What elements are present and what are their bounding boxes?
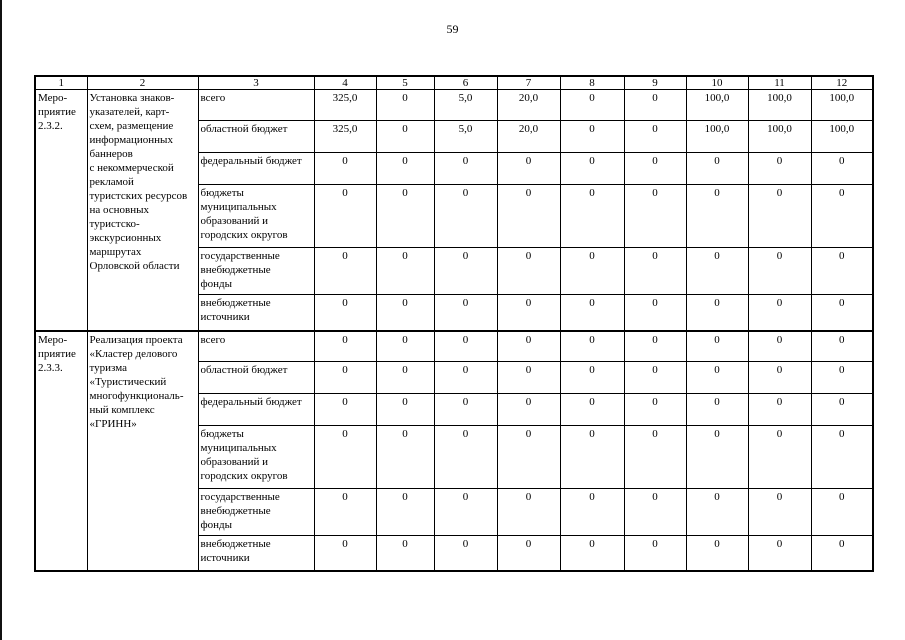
value-cell: 0 xyxy=(748,185,811,248)
measure-title-line: многофункциональ- xyxy=(89,389,184,402)
value-cell: 0 xyxy=(434,426,497,489)
value-cell: 0 xyxy=(497,185,560,248)
value-cell: 0 xyxy=(811,394,873,426)
header-cell: 10 xyxy=(686,76,748,90)
value-cell: 0 xyxy=(497,295,560,331)
value-cell: 0 xyxy=(497,153,560,185)
funding-source-line: муниципальных xyxy=(200,442,277,454)
value-cell: 0 xyxy=(686,394,748,426)
header-cell: 12 xyxy=(811,76,873,90)
measure-title-line: информационных xyxy=(89,134,173,146)
value-cell: 0 xyxy=(314,426,376,489)
value-cell: 0 xyxy=(686,153,748,185)
value-cell: 0 xyxy=(624,90,686,121)
value-cell: 0 xyxy=(811,536,873,571)
value-cell: 0 xyxy=(560,185,624,248)
value-cell: 0 xyxy=(434,394,497,426)
value-cell: 0 xyxy=(686,295,748,331)
value-cell: 0 xyxy=(376,185,434,248)
value-cell: 0 xyxy=(376,331,434,362)
value-cell: 0 xyxy=(314,295,376,331)
value-cell: 0 xyxy=(624,185,686,248)
value-cell: 0 xyxy=(624,153,686,185)
header-cell: 6 xyxy=(434,76,497,90)
value-cell: 0 xyxy=(560,248,624,295)
value-cell: 0 xyxy=(497,331,560,362)
measure-title-line: «Туристический xyxy=(89,375,167,388)
value-cell: 0 xyxy=(624,489,686,536)
funding-source-line: внебюджетные xyxy=(200,297,271,309)
header-cell: 3 xyxy=(198,76,314,90)
funding-source xyxy=(198,121,314,153)
funding-source-line: областной бюджет xyxy=(200,123,288,135)
value-cell: 0 xyxy=(560,331,624,362)
value-cell: 0 xyxy=(624,295,686,331)
value-cell: 0 xyxy=(497,489,560,536)
table-body xyxy=(35,90,873,571)
funding-source xyxy=(198,536,314,571)
value-cell: 0 xyxy=(624,536,686,571)
value-cell: 0 xyxy=(686,362,748,394)
measure-title-line: маршрутах xyxy=(89,246,142,258)
value-cell: 20,0 xyxy=(497,121,560,153)
value-cell: 0 xyxy=(497,248,560,295)
value-cell: 0 xyxy=(811,362,873,394)
funding-source xyxy=(198,90,314,121)
funding-source-line: муниципальных xyxy=(200,201,277,213)
measure-title-line: на основных xyxy=(89,204,150,216)
table-header-row xyxy=(35,76,873,90)
value-cell: 0 xyxy=(314,394,376,426)
measure-title-line: рекламой xyxy=(89,176,134,188)
measure-title-line: Реализация проекта xyxy=(89,333,183,346)
measure-title-line: баннеров xyxy=(89,148,133,160)
value-cell: 0 xyxy=(748,331,811,362)
budget-table xyxy=(34,75,874,572)
value-cell: 0 xyxy=(376,121,434,153)
funding-source xyxy=(198,489,314,536)
header-cell: 2 xyxy=(87,76,198,90)
funding-source-line: фонды xyxy=(200,278,233,290)
funding-source xyxy=(198,248,314,295)
value-cell: 100,0 xyxy=(811,90,873,121)
measure-code-line: приятие xyxy=(38,106,76,118)
funding-source-line: городских округов xyxy=(200,229,288,241)
value-cell: 0 xyxy=(748,362,811,394)
header-cell: 9 xyxy=(624,76,686,90)
value-cell: 0 xyxy=(624,121,686,153)
value-cell: 0 xyxy=(314,248,376,295)
header-cell: 7 xyxy=(497,76,560,90)
measure-code xyxy=(35,331,87,571)
measure-title-line: Установка знаков- xyxy=(89,92,175,104)
measure-title-line: «ГРИНН» xyxy=(89,417,137,430)
page-number: 59 xyxy=(446,22,459,36)
value-cell: 0 xyxy=(434,248,497,295)
value-cell: 0 xyxy=(686,331,748,362)
header-cell: 1 xyxy=(35,76,87,90)
value-cell: 100,0 xyxy=(748,121,811,153)
funding-source-line: областной бюджет xyxy=(200,364,288,376)
value-cell: 0 xyxy=(686,426,748,489)
value-cell: 0 xyxy=(686,185,748,248)
header-cell: 5 xyxy=(376,76,434,90)
measure-title-line: ный комплекс xyxy=(89,403,155,416)
value-cell: 0 xyxy=(748,153,811,185)
value-cell: 0 xyxy=(811,153,873,185)
measure-code-line: 2.3.3. xyxy=(38,361,63,374)
value-cell: 0 xyxy=(376,394,434,426)
page-left-border xyxy=(0,0,2,640)
funding-source-line: внебюджетные xyxy=(200,264,271,276)
value-cell: 0 xyxy=(560,153,624,185)
measure-title-line: с некоммерческой xyxy=(89,162,174,174)
funding-source xyxy=(198,362,314,394)
value-cell: 0 xyxy=(314,362,376,394)
measure-title-line: Орловской области xyxy=(89,260,180,272)
value-cell: 0 xyxy=(314,489,376,536)
measure-title-line: указателей, карт- xyxy=(89,106,170,118)
value-cell: 0 xyxy=(686,248,748,295)
value-cell: 0 xyxy=(686,489,748,536)
value-cell: 0 xyxy=(434,362,497,394)
measure-title-line: экскурсионных xyxy=(89,232,162,244)
funding-source-line: источники xyxy=(200,552,250,564)
funding-source-line: фонды xyxy=(200,519,233,531)
measure-title xyxy=(87,90,198,331)
value-cell: 0 xyxy=(811,185,873,248)
funding-source-line: бюджеты xyxy=(200,428,244,440)
value-cell: 0 xyxy=(560,121,624,153)
value-cell: 0 xyxy=(434,185,497,248)
value-cell: 0 xyxy=(624,394,686,426)
value-cell: 0 xyxy=(314,331,376,362)
funding-source-line: источники xyxy=(200,311,250,323)
value-cell: 0 xyxy=(811,295,873,331)
value-cell: 325,0 xyxy=(314,121,376,153)
funding-source xyxy=(198,153,314,185)
value-cell: 0 xyxy=(497,362,560,394)
value-cell: 100,0 xyxy=(686,90,748,121)
measure-code xyxy=(35,90,87,331)
value-cell: 0 xyxy=(748,394,811,426)
funding-source-line: федеральный бюджет xyxy=(200,396,302,408)
value-cell: 100,0 xyxy=(811,121,873,153)
value-cell: 0 xyxy=(811,331,873,362)
funding-source-line: государственные xyxy=(200,250,280,262)
value-cell: 0 xyxy=(376,248,434,295)
funding-source-line: федеральный бюджет xyxy=(200,155,302,167)
value-cell: 0 xyxy=(560,426,624,489)
measure-title xyxy=(87,331,198,571)
value-cell: 0 xyxy=(434,489,497,536)
value-cell: 0 xyxy=(748,536,811,571)
value-cell: 0 xyxy=(624,362,686,394)
funding-source xyxy=(198,295,314,331)
value-cell: 5,0 xyxy=(434,90,497,121)
value-cell: 0 xyxy=(748,426,811,489)
value-cell: 0 xyxy=(376,536,434,571)
value-cell: 0 xyxy=(434,536,497,571)
funding-source-line: городских округов xyxy=(200,470,288,482)
measure-title-line: схем, размещение xyxy=(89,120,174,132)
value-cell: 0 xyxy=(376,426,434,489)
value-cell: 325,0 xyxy=(314,90,376,121)
value-cell: 0 xyxy=(314,153,376,185)
value-cell: 0 xyxy=(314,536,376,571)
value-cell: 0 xyxy=(376,362,434,394)
value-cell: 0 xyxy=(811,426,873,489)
measure-code-line: Меро- xyxy=(38,333,68,346)
value-cell: 0 xyxy=(376,295,434,331)
value-cell: 0 xyxy=(560,295,624,331)
value-cell: 0 xyxy=(376,90,434,121)
measure-code-line: Меро- xyxy=(38,92,68,104)
funding-source xyxy=(198,185,314,248)
funding-source-line: государственные xyxy=(200,491,280,503)
value-cell: 100,0 xyxy=(686,121,748,153)
measure-title-line: туристско- xyxy=(89,218,140,230)
table-row xyxy=(35,90,873,121)
funding-source-line: внебюджетные xyxy=(200,505,271,517)
header-cell: 11 xyxy=(748,76,811,90)
value-cell: 0 xyxy=(560,362,624,394)
funding-source xyxy=(198,426,314,489)
table-row xyxy=(35,331,873,362)
value-cell: 0 xyxy=(314,185,376,248)
value-cell: 0 xyxy=(434,331,497,362)
funding-source-line: всего xyxy=(200,92,226,104)
value-cell: 0 xyxy=(497,394,560,426)
value-cell: 0 xyxy=(434,295,497,331)
value-cell: 0 xyxy=(811,489,873,536)
value-cell: 0 xyxy=(748,295,811,331)
value-cell: 0 xyxy=(624,426,686,489)
funding-source-line: бюджеты xyxy=(200,187,244,199)
funding-source-line: образований и xyxy=(200,456,268,468)
measure-code-line: 2.3.2. xyxy=(38,120,63,132)
value-cell: 0 xyxy=(624,248,686,295)
value-cell: 0 xyxy=(560,489,624,536)
value-cell: 0 xyxy=(624,331,686,362)
value-cell: 0 xyxy=(376,489,434,536)
header-cell: 8 xyxy=(560,76,624,90)
value-cell: 0 xyxy=(811,248,873,295)
value-cell: 0 xyxy=(560,394,624,426)
value-cell: 0 xyxy=(748,489,811,536)
value-cell: 0 xyxy=(497,536,560,571)
funding-source-line: внебюджетные xyxy=(200,538,271,550)
value-cell: 0 xyxy=(560,536,624,571)
measure-title-line: туризма xyxy=(89,361,128,374)
measure-code-line: приятие xyxy=(38,347,76,360)
funding-source-line: образований и xyxy=(200,215,268,227)
header-cell: 4 xyxy=(314,76,376,90)
value-cell: 5,0 xyxy=(434,121,497,153)
funding-source xyxy=(198,331,314,362)
value-cell: 0 xyxy=(376,153,434,185)
funding-source-line: всего xyxy=(200,333,226,346)
measure-title-line: «Кластер делового xyxy=(89,347,178,360)
value-cell: 100,0 xyxy=(748,90,811,121)
value-cell: 20,0 xyxy=(497,90,560,121)
measure-title-line: туристских ресурсов xyxy=(89,190,188,202)
funding-source xyxy=(198,394,314,426)
value-cell: 0 xyxy=(686,536,748,571)
value-cell: 0 xyxy=(497,426,560,489)
value-cell: 0 xyxy=(748,248,811,295)
value-cell: 0 xyxy=(560,90,624,121)
value-cell: 0 xyxy=(434,153,497,185)
